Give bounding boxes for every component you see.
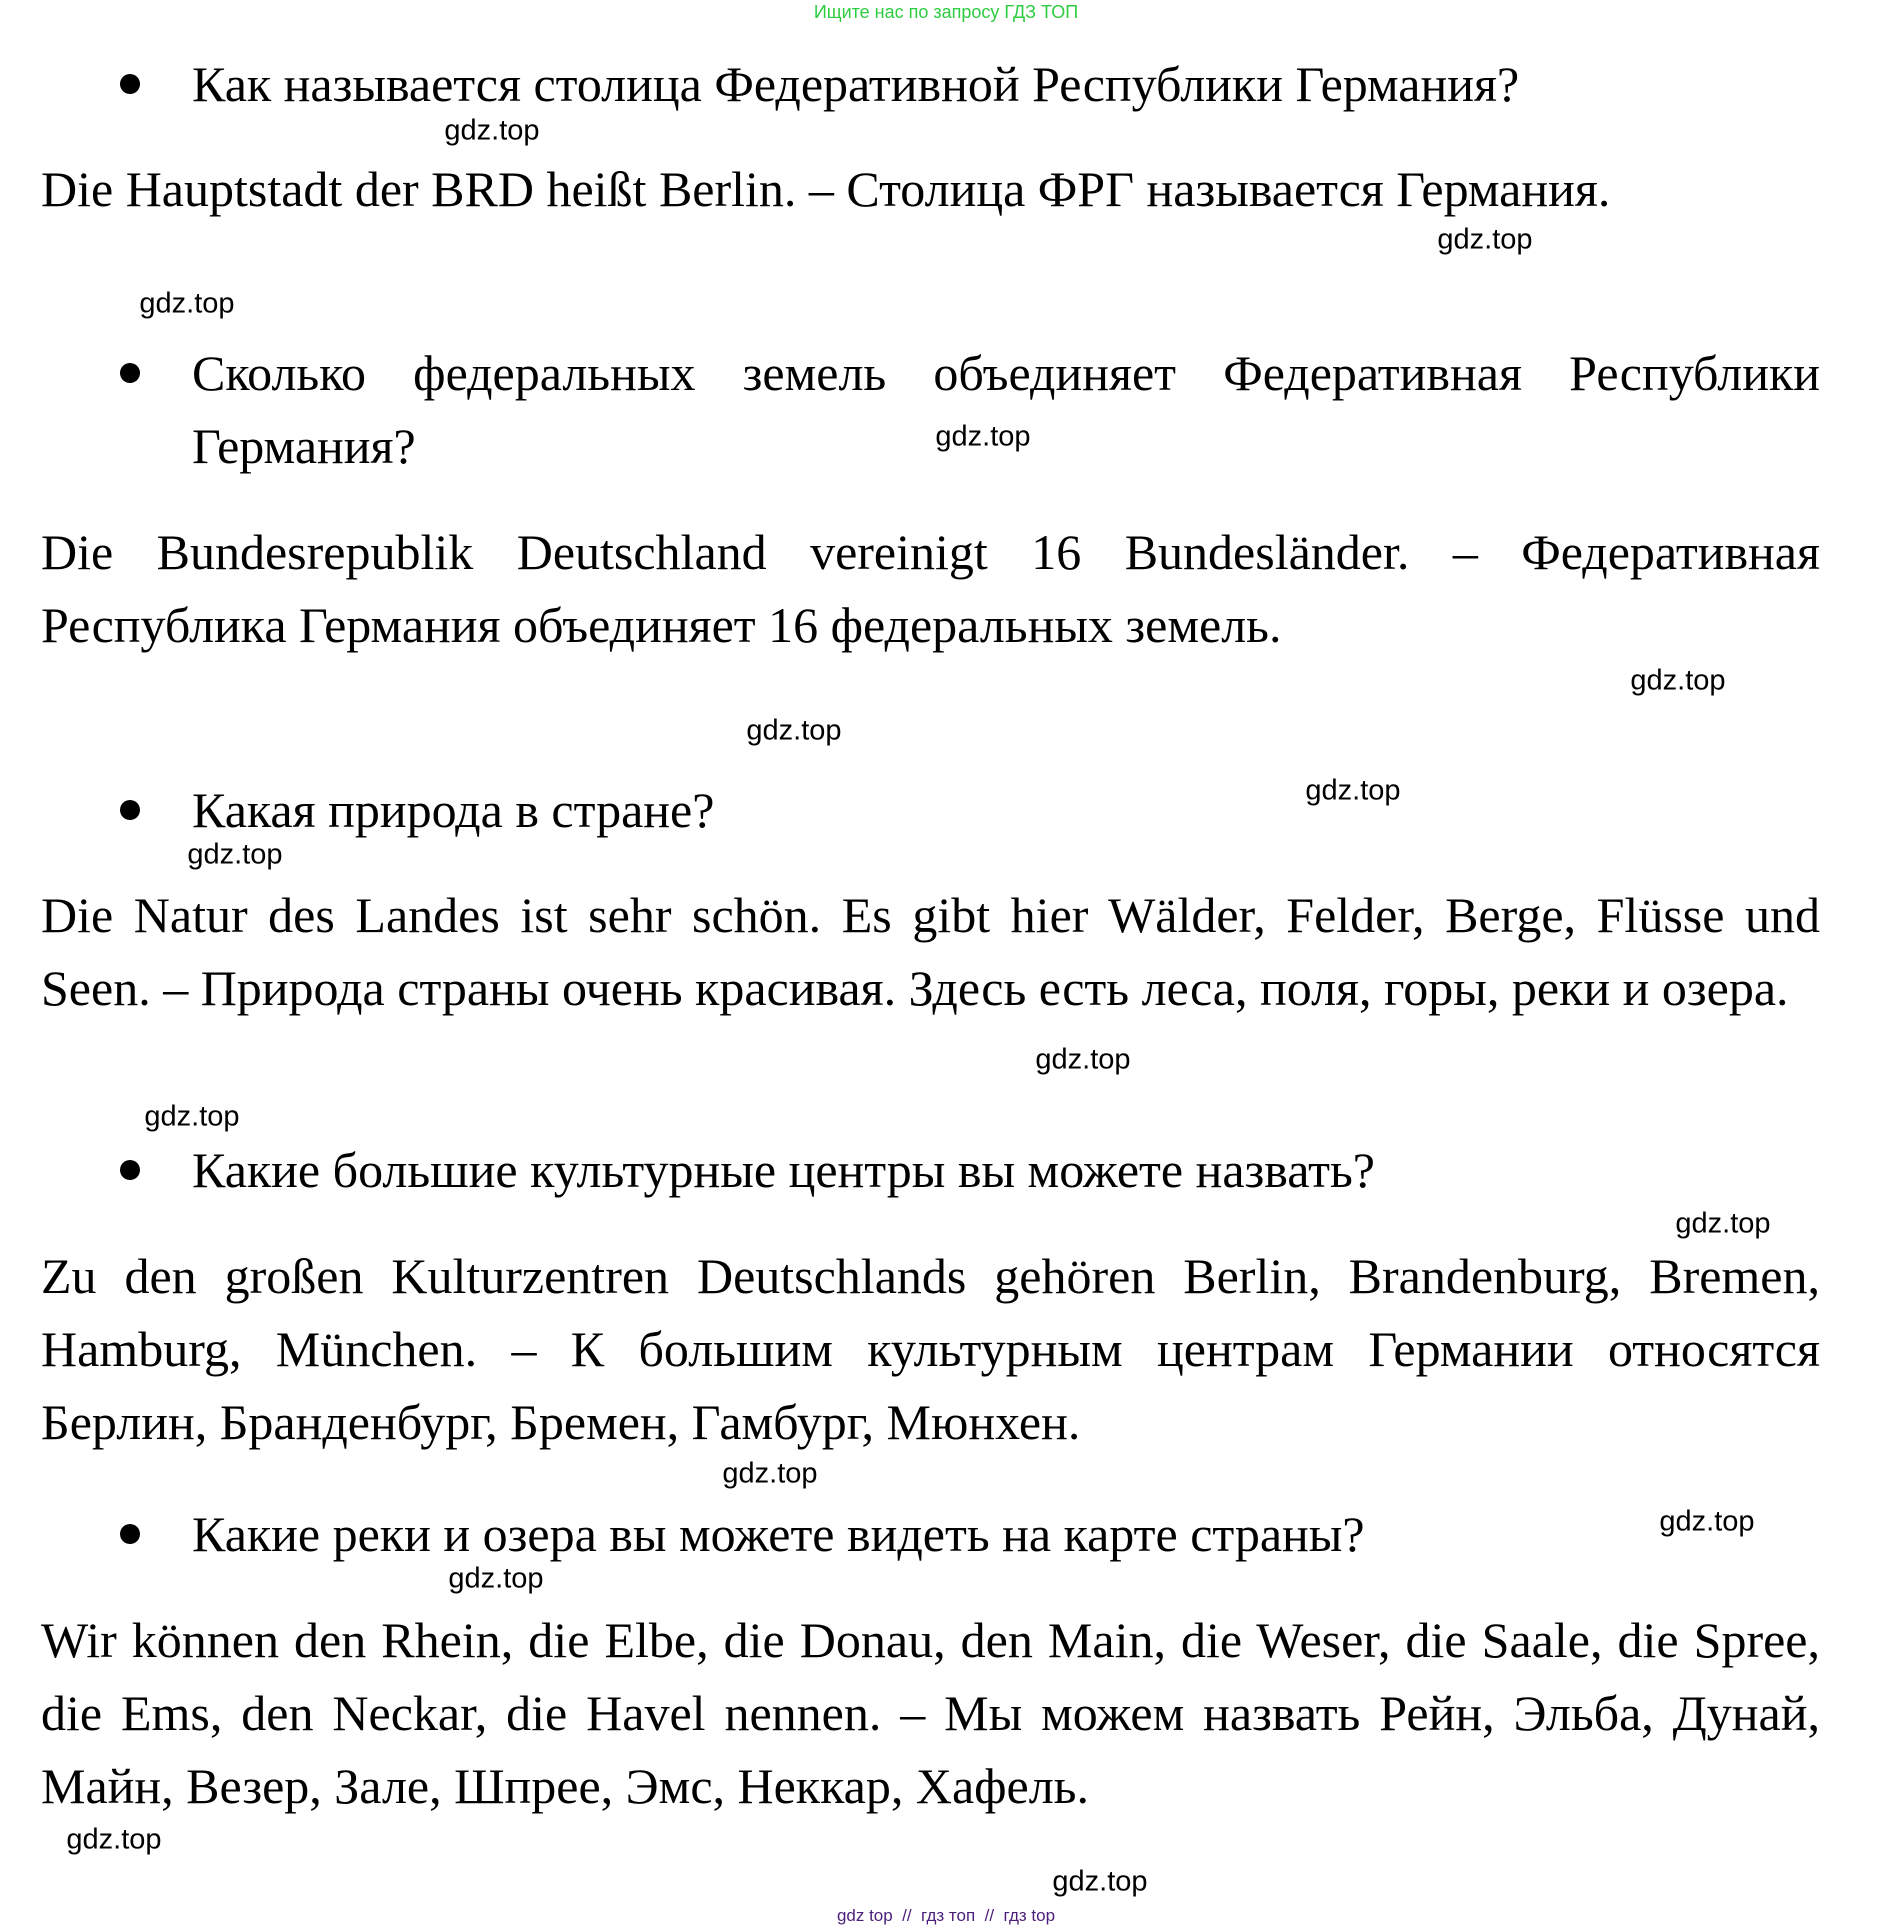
question-3: Какая природа в стране?	[192, 782, 715, 838]
answer-3: Die Natur des Landes ist sehr schön. Es gibt hier Wälder, Felder, Berge, Flüsse und Seen. – Природа страны очень красивая. Здесь есть леса, поля, горы, реки и озера.	[41, 887, 1820, 1016]
answer-1: Die Hauptstadt der BRD heißt Berlin. – Столица ФРГ называется Германия.	[41, 161, 1611, 217]
watermark: gdz.top	[1052, 1865, 1148, 1898]
header-note: Ищите нас по запросу ГДЗ ТОП	[813, 2, 1079, 22]
watermark: gdz.top	[1630, 664, 1726, 697]
bullet-icon	[120, 74, 140, 94]
watermark: gdz.top	[187, 838, 283, 871]
bullet-icon	[120, 1524, 140, 1544]
watermark: gdz.top	[1675, 1207, 1771, 1240]
watermark: gdz.top	[1659, 1505, 1755, 1538]
question-4: Какие большие культурные центры вы можете назвать?	[192, 1142, 1375, 1198]
question-2: Сколько федеральных земель объединяет Федеративная Республики Германия?	[192, 345, 1820, 474]
question-1: Как называется столица Федеративной Республики Германия?	[192, 56, 1520, 112]
bullet-icon	[120, 363, 140, 383]
answer-2: Die Bundesrepublik Deutschland vereinigt 16 Bundesländer. – Федеративная Республика Германия объединяет 16 федеральных земель.	[41, 524, 1820, 653]
watermark: gdz.top	[722, 1457, 818, 1490]
bullet-icon	[120, 1160, 140, 1180]
watermark: gdz.top	[444, 114, 540, 147]
watermark: gdz.top	[139, 287, 235, 320]
bullet-icon	[120, 800, 140, 820]
answer-5: Wir können den Rhein, die Elbe, die Donau, den Main, die Weser, die Saale, die Spree, die Ems, den Neckar, die Havel nennen. – Мы можем назвать Рейн, Эльба, Дунай, Майн, Везер, Зале, Шпрее, Эмс, Неккар, Хафель.	[41, 1612, 1820, 1814]
watermark: gdz.top	[144, 1100, 240, 1133]
question-5: Какие реки и озера вы можете видеть на карте страны?	[192, 1506, 1365, 1562]
watermark: gdz.top	[1305, 774, 1401, 807]
footer-links: gdz top // гдз топ // гдз top	[836, 1906, 1056, 1925]
watermark: gdz.top	[935, 420, 1031, 453]
answer-4: Zu den großen Kulturzentren Deutschlands gehören Berlin, Brandenburg, Bremen, Hamburg, München. – К большим культурным центрам Германии относятся Берлин, Бранденбург, Бремен, Гамбург, Мюнхен.	[41, 1248, 1820, 1450]
watermark: gdz.top	[66, 1823, 162, 1856]
watermark: gdz.top	[1437, 223, 1533, 256]
watermark: gdz.top	[448, 1562, 544, 1595]
watermark: gdz.top	[1035, 1043, 1131, 1076]
watermark: gdz.top	[746, 714, 842, 747]
